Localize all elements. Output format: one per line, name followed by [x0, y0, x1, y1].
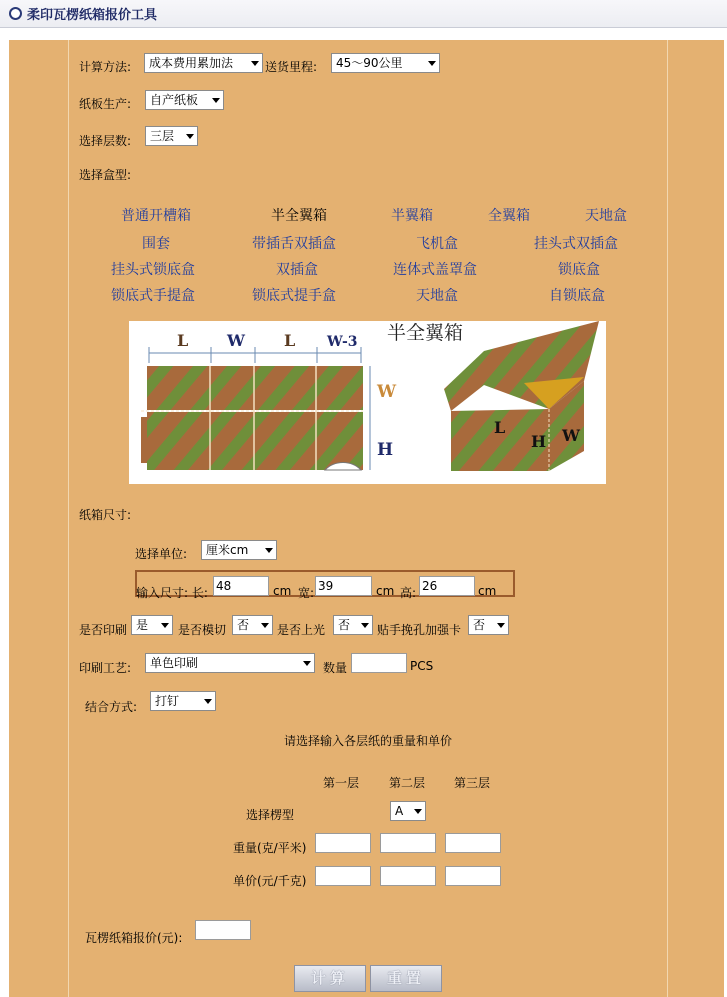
- flap-top: [147, 366, 363, 410]
- box-type-link[interactable]: 锁底盒: [558, 262, 600, 278]
- col-header-layer-3: 第三层: [454, 776, 491, 790]
- box-type-link[interactable]: 挂头式双插盒: [534, 236, 618, 252]
- flute-label: 选择楞型: [246, 808, 295, 822]
- weight-input-layer-2[interactable]: [380, 833, 436, 853]
- size-label: 纸箱尺寸:: [79, 508, 132, 522]
- box-type-link[interactable]: 飞机盒: [416, 236, 458, 252]
- size-input-label: 输入尺寸: 长:: [136, 586, 208, 600]
- weight-input-layer-3[interactable]: [445, 833, 501, 853]
- quantity-label: 数量: [323, 661, 348, 675]
- circle-bullet-icon: [9, 7, 22, 20]
- box-type-label: 选择盒型:: [79, 168, 132, 182]
- dim-w: W: [377, 382, 397, 402]
- diagram-title: 半全翼箱: [387, 322, 464, 344]
- chevron-down-icon: [261, 623, 269, 628]
- box-type-link[interactable]: 连体式盖罩盒: [393, 262, 477, 278]
- col-header-layer-2: 第二层: [389, 776, 426, 790]
- chevron-down-icon: [361, 623, 369, 628]
- flute-value: A: [395, 804, 404, 818]
- chevron-down-icon: [303, 661, 311, 666]
- layers-label: 选择层数:: [79, 134, 132, 148]
- box-w: W: [562, 426, 580, 445]
- price-input-layer-2[interactable]: [380, 866, 436, 886]
- box-diagram-svg: [129, 321, 606, 484]
- board-value: 自产纸板: [150, 93, 199, 107]
- col-header-layer-1: 第一层: [323, 776, 360, 790]
- box-type-link[interactable]: 天地盒: [585, 208, 627, 224]
- craft-label: 印刷工艺:: [79, 661, 132, 675]
- calculate-button[interactable]: 计算: [294, 965, 366, 992]
- box-diagram: [129, 321, 606, 484]
- height-input[interactable]: [419, 576, 475, 596]
- bind-label: 结合方式:: [85, 700, 138, 714]
- box-type-link[interactable]: 双插盒: [276, 262, 318, 278]
- box-type-link-selected[interactable]: 半全翼箱: [271, 208, 327, 224]
- calc-method-label: 计算方法:: [79, 60, 132, 74]
- result-field[interactable]: [195, 920, 251, 940]
- distance-label: 送货里程:: [265, 60, 318, 74]
- dim-label: W: [227, 331, 245, 350]
- distance-select[interactable]: [331, 53, 440, 73]
- pcs-label: PCS: [410, 659, 434, 673]
- distance-value: 45～90公里: [336, 56, 403, 70]
- board-label: 纸板生产:: [79, 97, 132, 111]
- chevron-down-icon: [497, 623, 505, 628]
- gloss-value: 否: [338, 618, 351, 632]
- box-type-link[interactable]: 锁底式手提盒: [111, 288, 195, 304]
- handle-label: 贴手挽孔加强卡: [377, 623, 462, 637]
- box-type-link[interactable]: 挂头式锁底盒: [111, 262, 195, 278]
- gloss-label: 是否上光: [277, 623, 326, 637]
- unit-value: 厘米cm: [206, 543, 249, 557]
- price-input-layer-1[interactable]: [315, 866, 371, 886]
- craft-value: 单色印刷: [150, 656, 199, 670]
- print-value: 是: [136, 618, 149, 632]
- chevron-down-icon: [251, 61, 259, 66]
- page-title: 柔印瓦楞纸箱报价工具: [27, 8, 158, 23]
- panel-divider-right: [667, 40, 668, 997]
- chevron-down-icon: [428, 61, 436, 66]
- chevron-down-icon: [414, 809, 422, 814]
- die-cut-select[interactable]: [232, 615, 273, 635]
- price-input-layer-3[interactable]: [445, 866, 501, 886]
- width-label: 宽:: [298, 586, 315, 600]
- print-label: 是否印刷: [79, 623, 128, 637]
- layers-select[interactable]: [145, 126, 198, 146]
- craft-select[interactable]: [145, 653, 315, 673]
- height-label: 高:: [400, 586, 417, 600]
- box-type-link[interactable]: 半翼箱: [391, 208, 433, 224]
- chevron-down-icon: [186, 134, 194, 139]
- width-input[interactable]: [315, 576, 372, 596]
- bind-value: 打钉: [155, 694, 180, 708]
- box-l: L: [494, 418, 506, 437]
- board-select[interactable]: [145, 90, 224, 110]
- layers-value: 三层: [150, 129, 175, 143]
- dim-label: L: [177, 331, 189, 350]
- box-type-link[interactable]: 全翼箱: [488, 208, 530, 224]
- chevron-down-icon: [265, 548, 273, 553]
- unit-cm: cm: [273, 584, 292, 598]
- unit-cm: cm: [478, 584, 497, 598]
- result-label: 瓦楞纸箱报价(元):: [85, 931, 183, 945]
- reset-button[interactable]: 重置: [370, 965, 442, 992]
- title-bar: [0, 0, 727, 28]
- unit-select[interactable]: [201, 540, 277, 560]
- unit-cm: cm: [376, 584, 395, 598]
- weight-label: 重量(克/平米): [233, 841, 307, 855]
- panel-divider-left: [68, 40, 69, 997]
- calc-method-select[interactable]: [144, 53, 263, 73]
- chevron-down-icon: [161, 623, 169, 628]
- print-select[interactable]: [131, 615, 173, 635]
- box-type-link[interactable]: 围套: [142, 236, 170, 252]
- quantity-input[interactable]: [351, 653, 407, 673]
- box-type-link[interactable]: 天地盒: [416, 288, 458, 304]
- box-type-link[interactable]: 自锁底盒: [549, 288, 605, 304]
- handle-select[interactable]: [468, 615, 509, 635]
- box-type-link[interactable]: 普通开槽箱: [121, 208, 191, 224]
- chevron-down-icon: [212, 98, 220, 103]
- die-cut-value: 否: [237, 618, 250, 632]
- box-h: H: [531, 432, 547, 451]
- handle-value: 否: [473, 618, 486, 632]
- bind-select[interactable]: [150, 691, 216, 711]
- box-type-link[interactable]: 带插舌双插盒: [252, 236, 336, 252]
- calc-method-value: 成本费用累加法: [149, 56, 234, 70]
- dim-label: W-3: [327, 334, 358, 350]
- dim-h: H: [377, 440, 394, 460]
- price-label: 单价(元/千克): [233, 874, 307, 888]
- die-cut-label: 是否模切: [178, 623, 227, 637]
- panel-body: [147, 412, 363, 470]
- weight-input-layer-1[interactable]: [315, 833, 371, 853]
- chevron-down-icon: [204, 699, 212, 704]
- length-input[interactable]: [213, 576, 269, 596]
- unit-label: 选择单位:: [135, 547, 188, 561]
- layers-prompt: 请选择输入各层纸的重量和单价: [284, 734, 453, 748]
- box-type-link[interactable]: 锁底式提手盒: [252, 288, 336, 304]
- dim-label: L: [284, 331, 296, 350]
- flute-select[interactable]: [390, 801, 426, 821]
- gloss-select[interactable]: [333, 615, 373, 635]
